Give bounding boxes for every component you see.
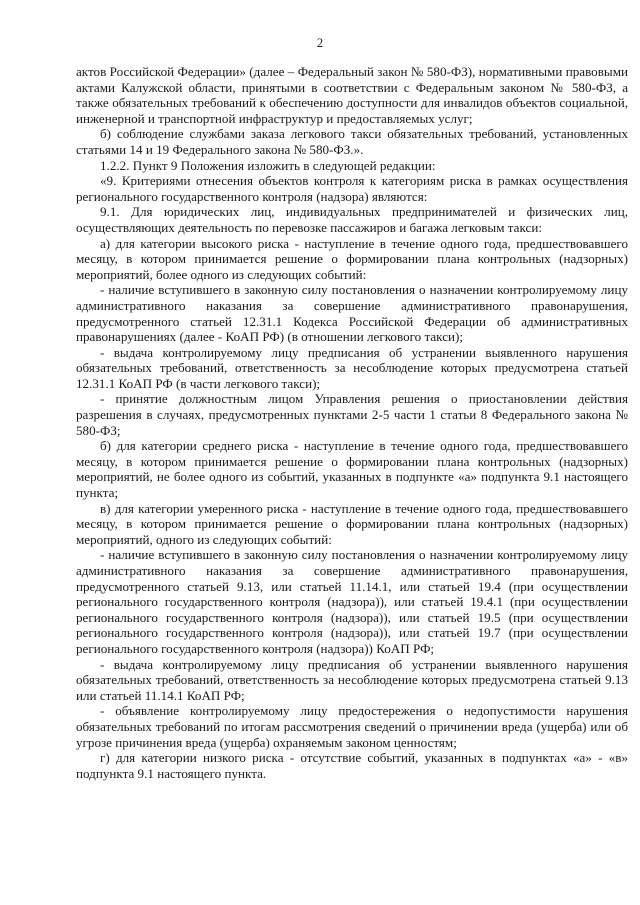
paragraph: - объявление контролируемому лицу предостережения о недопустимости нарушения обязательных требований по итогам рассмотрения сведений о причинении вреда (ущерба) или об угрозе причинения вреда (ущерба) охраняемым законом ценностям; — [76, 703, 628, 750]
paragraph: актов Российской Федерации» (далее – Федеральный закон № 580-ФЗ), нормативными правовыми актами Калужской области, принятыми в соответствии с Федеральным законом № 580-ФЗ, а также обязательных требований к обеспечению доступности для инвалидов объектов социальной, инженерной и транспортной инфраструктур и предоставляемых услуг; — [76, 64, 628, 126]
paragraph: - выдача контролируемому лицу предписания об устранении выявленного нарушения обязательных требований, ответственность за несоблюдение которых предусмотрена статьей 12.31.1 КоАП РФ (в части легкового такси); — [76, 344, 628, 391]
paragraph: - наличие вступившего в законную силу постановления о назначении контролируемому лицу административного наказания за совершение административного правонарушения, предусмотренного статьей 12.31.1 Кодекса Российской Федерации об административных правонарушениях (далее - КоАП РФ) (в отношении легкового такси); — [76, 282, 628, 345]
paragraph: «9. Критериями отнесения объектов контроля к категориям риска в рамках осуществления регионального государственного контроля (надзора) являются: — [76, 173, 628, 204]
paragraph: - выдача контролируемому лицу предписания об устранении выявленного нарушения обязательных требований, ответственность за несоблюдение которых предусмотрена статьей 9.13 или статьей 11.14.1 КоАП РФ; — [76, 656, 628, 703]
paragraph: 9.1. Для юридических лиц, индивидуальных предпринимателей и физических лиц, осуществляющих деятельность по перевозке пассажиров и багажа легковым такси: — [76, 204, 628, 235]
paragraph: в) для категории умеренного риска - наступление в течение одного года, предшествовавшего месяцу, в котором принимается решение о формировании плана контрольных (надзорных) мероприятий, одного из следующих событий: — [76, 500, 628, 547]
paragraph: - наличие вступившего в законную силу постановления о назначении контролируемому лицу административного наказания за совершение административного правонарушения, предусмотренного статьей 9.13, или статьей 11.14.1, или статьей 19.4 (при осуществлении регионального государственного контроля (надзора)), или статьей 19.4.1 (при осуществлении регионального государственного контроля (надзора)), или статьей 19.5 (при осуществлении регионального государственного контроля (надзора)), или статьей 19.7 (при осуществлении регионального государственного контроля (надзора)) КоАП РФ; — [76, 547, 628, 656]
paragraph: б) соблюдение службами заказа легкового такси обязательных требований, установленных статьями 14 и 19 Федерального закона № 580-ФЗ.». — [76, 126, 628, 157]
paragraph: б) для категории среднего риска - наступление в течение одного года, предшествовавшего месяцу, в котором принимается решение о формировании плана контрольных (надзорных) мероприятий, не более одного из событий, указанных в подпункте «а» подпункта 9.1 настоящего пункта; — [76, 438, 628, 501]
paragraph: г) для категории низкого риска - отсутствие событий, указанных в подпунктах «а» - «в» подпункта 9.1 настоящего пункта. — [76, 750, 628, 781]
document-body — [76, 64, 628, 781]
paragraph: 1.2.2. Пункт 9 Положения изложить в следующей редакции: — [100, 157, 436, 173]
paragraph: а) для категории высокого риска - наступление в течение одного года, предшествовавшего месяцу, в котором принимается решение о формировании плана контрольных (надзорных) мероприятий, более одного из следующих событий: — [76, 235, 628, 282]
page-number: 2 — [316, 36, 324, 50]
paragraph: - принятие должностным лицом Управления решения о приостановлении действия разрешения в случаях, предусмотренных пунктами 2-5 части 1 статьи 8 Федерального закона № 580-ФЗ; — [76, 391, 628, 438]
